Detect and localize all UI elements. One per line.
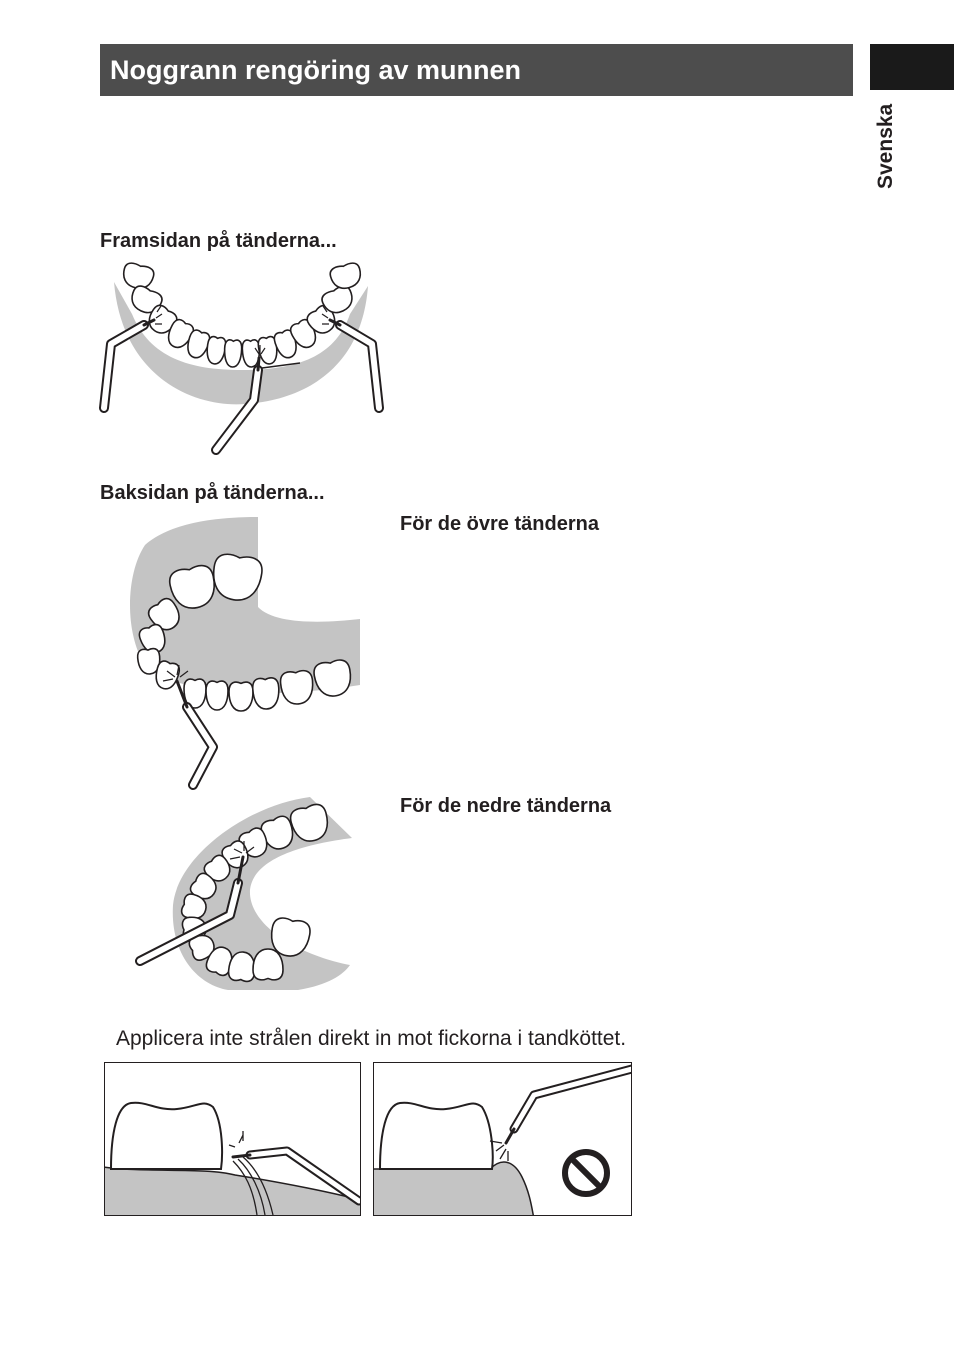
front-teeth-heading: Framsidan på tänderna... <box>100 230 337 252</box>
tooth <box>252 678 280 710</box>
tooth <box>312 658 353 698</box>
tooth-crown <box>380 1103 493 1169</box>
tooth <box>205 336 227 365</box>
correct-angle-illustration <box>104 1062 361 1216</box>
upper-teeth-heading: För de övre tänderna <box>400 513 599 535</box>
caution-text: Applicera inte strålen direkt in mot fickorna i tandköttet. <box>116 1027 627 1050</box>
gum-area <box>374 1162 534 1216</box>
irrigator-nozzle <box>506 1069 632 1143</box>
tooth-crown <box>111 1103 222 1169</box>
tooth <box>329 261 364 291</box>
tooth <box>224 340 242 368</box>
tooth <box>229 682 253 711</box>
upper-teeth-illustration <box>125 515 365 787</box>
tooth <box>253 949 283 980</box>
page-title: Noggrann rengöring av munnen <box>110 55 522 85</box>
language-label: Svenska <box>874 103 897 189</box>
prohibition-icon <box>565 1152 607 1194</box>
tooth <box>280 670 315 705</box>
tooth <box>206 681 228 710</box>
section-header <box>100 44 853 96</box>
lower-teeth-heading: För de nedre tänderna <box>400 795 612 817</box>
lower-teeth-illustration <box>138 795 358 995</box>
language-tab <box>870 44 954 90</box>
back-teeth-heading: Baksidan på tänderna... <box>100 482 325 504</box>
incorrect-angle-illustration <box>373 1062 632 1216</box>
front-teeth-illustration <box>100 258 384 454</box>
